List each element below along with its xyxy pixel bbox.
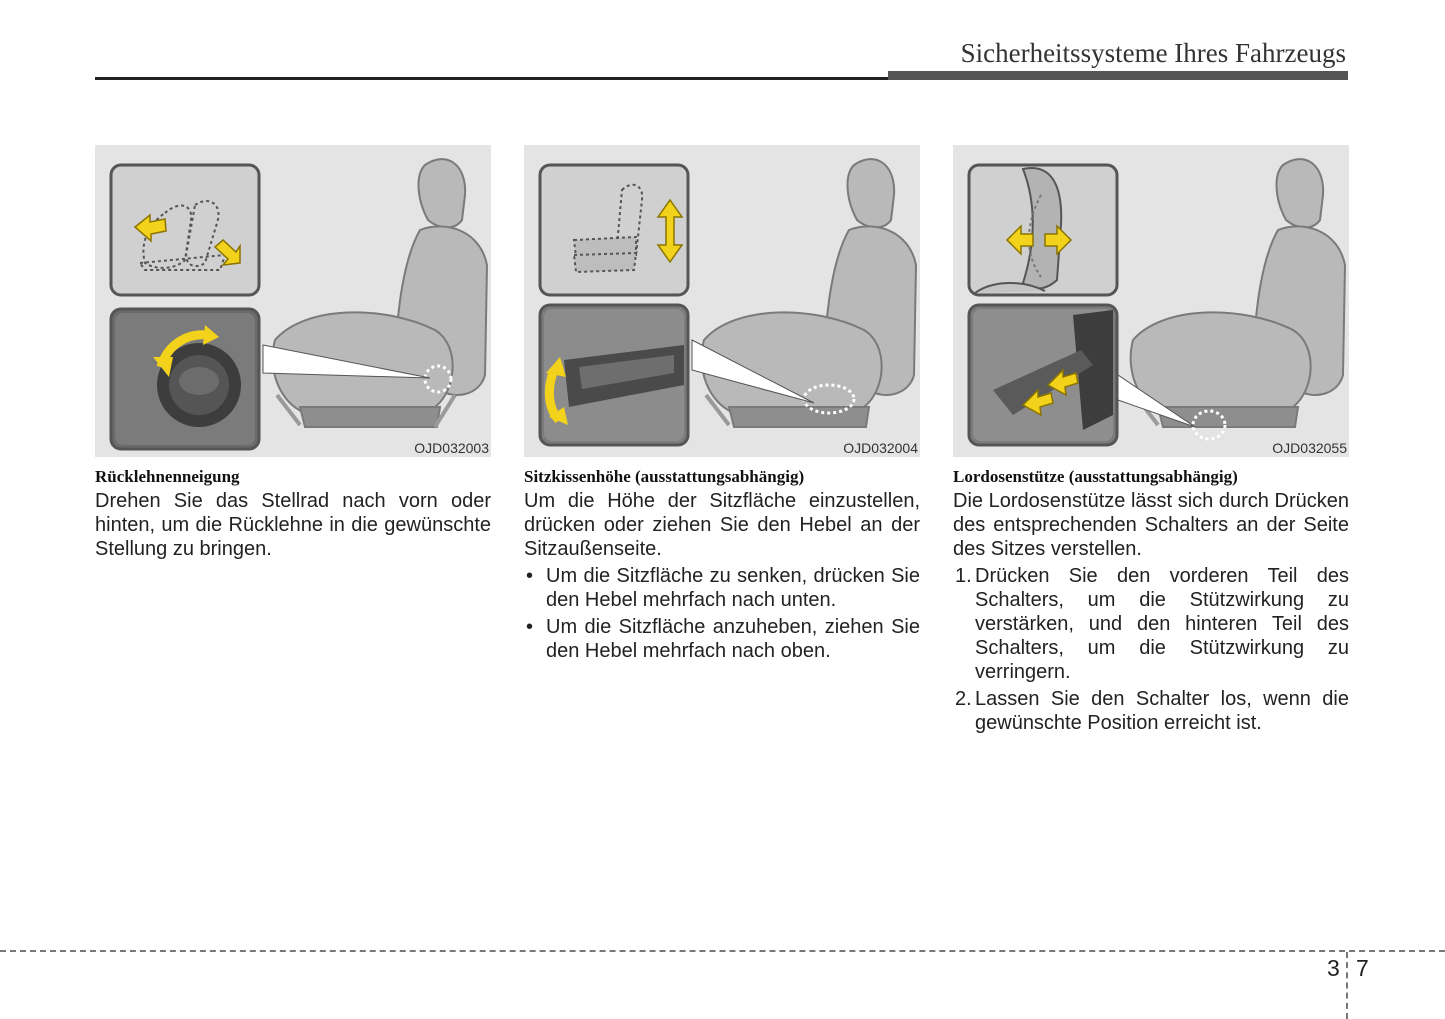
section-cushion-height bbox=[524, 145, 920, 666]
header-rule-accent bbox=[888, 71, 1348, 80]
section-heading: Lordosenstütze (ausstattungsabhängig) bbox=[953, 467, 1238, 486]
list-item bbox=[524, 615, 920, 663]
seat-illustration-height bbox=[524, 145, 920, 457]
section-backrest-recline bbox=[95, 145, 491, 561]
seat-icon bbox=[1131, 159, 1345, 427]
lumbar-diagram-inset bbox=[969, 165, 1117, 295]
figure-code: OJD032004 bbox=[843, 440, 918, 456]
footer-rule bbox=[0, 950, 1445, 952]
bullet-marker: • bbox=[526, 616, 534, 638]
list-item bbox=[953, 564, 1349, 684]
section-paragraph: Drehen Sie das Stellrad nach vorn oder hinten, um die Rücklehne in die gewünschte Stellung zu bringen. bbox=[95, 490, 491, 560]
list-item-text: Um die Sitzfläche anzuheben, ziehen Sie den Hebel mehrfach nach oben. bbox=[546, 616, 920, 662]
header-rule bbox=[95, 77, 895, 80]
height-lever-inset bbox=[540, 305, 688, 445]
step-number: 2. bbox=[955, 688, 972, 710]
bullet-list bbox=[524, 564, 920, 663]
height-diagram-inset bbox=[540, 165, 688, 295]
seat-illustration-recline bbox=[95, 145, 491, 457]
section-lumbar-support bbox=[953, 145, 1349, 738]
section-paragraph: Um die Höhe der Sitzfläche einzustellen, drücken oder ziehen Sie den Hebel an der Sitzaußenseite. bbox=[524, 490, 920, 560]
figure-code: OJD032055 bbox=[1272, 440, 1347, 456]
list-item-text: Lassen Sie den Schalter los, wenn die gewünschte Position erreicht ist. bbox=[975, 688, 1349, 734]
figure-backrest-recline bbox=[95, 145, 491, 457]
lumbar-switch-inset bbox=[969, 305, 1117, 445]
figure-cushion-height bbox=[524, 145, 920, 457]
page-number: 7 bbox=[1356, 955, 1369, 981]
chapter-number: 3 bbox=[1327, 955, 1340, 981]
numbered-list bbox=[953, 564, 1349, 735]
bullet-marker: • bbox=[526, 565, 534, 587]
page-header-title: Sicherheitssysteme Ihres Fahrzeugs bbox=[960, 38, 1346, 68]
list-item bbox=[953, 687, 1349, 735]
list-item-text: Drücken Sie den vorderen Teil des Schalters, um die Stützwirkung zu verstärken, und den hinteren Teil des Schalters, um die Stützwirkung zu verringern. bbox=[975, 565, 1349, 683]
section-heading: Sitzkissenhöhe (ausstattungsabhängig) bbox=[524, 467, 805, 486]
step-number: 1. bbox=[955, 565, 972, 587]
recline-diagram-inset bbox=[111, 165, 259, 295]
recline-knob-inset bbox=[111, 309, 259, 449]
figure-lumbar-support bbox=[953, 145, 1349, 457]
seat-icon bbox=[702, 159, 916, 427]
seat-illustration-lumbar bbox=[953, 145, 1349, 457]
list-item bbox=[524, 564, 920, 612]
figure-code: OJD032003 bbox=[414, 440, 489, 456]
section-paragraph: Die Lordosenstütze lässt sich durch Drücken des entsprechenden Schalters an der Seite des Sitzes verstellen. bbox=[953, 490, 1349, 560]
section-heading: Rücklehnenneigung bbox=[95, 467, 240, 486]
seat-icon bbox=[273, 159, 487, 427]
list-item-text: Um die Sitzfläche zu senken, drücken Sie den Hebel mehrfach nach unten. bbox=[546, 565, 920, 611]
footer-divider bbox=[1346, 952, 1348, 1019]
